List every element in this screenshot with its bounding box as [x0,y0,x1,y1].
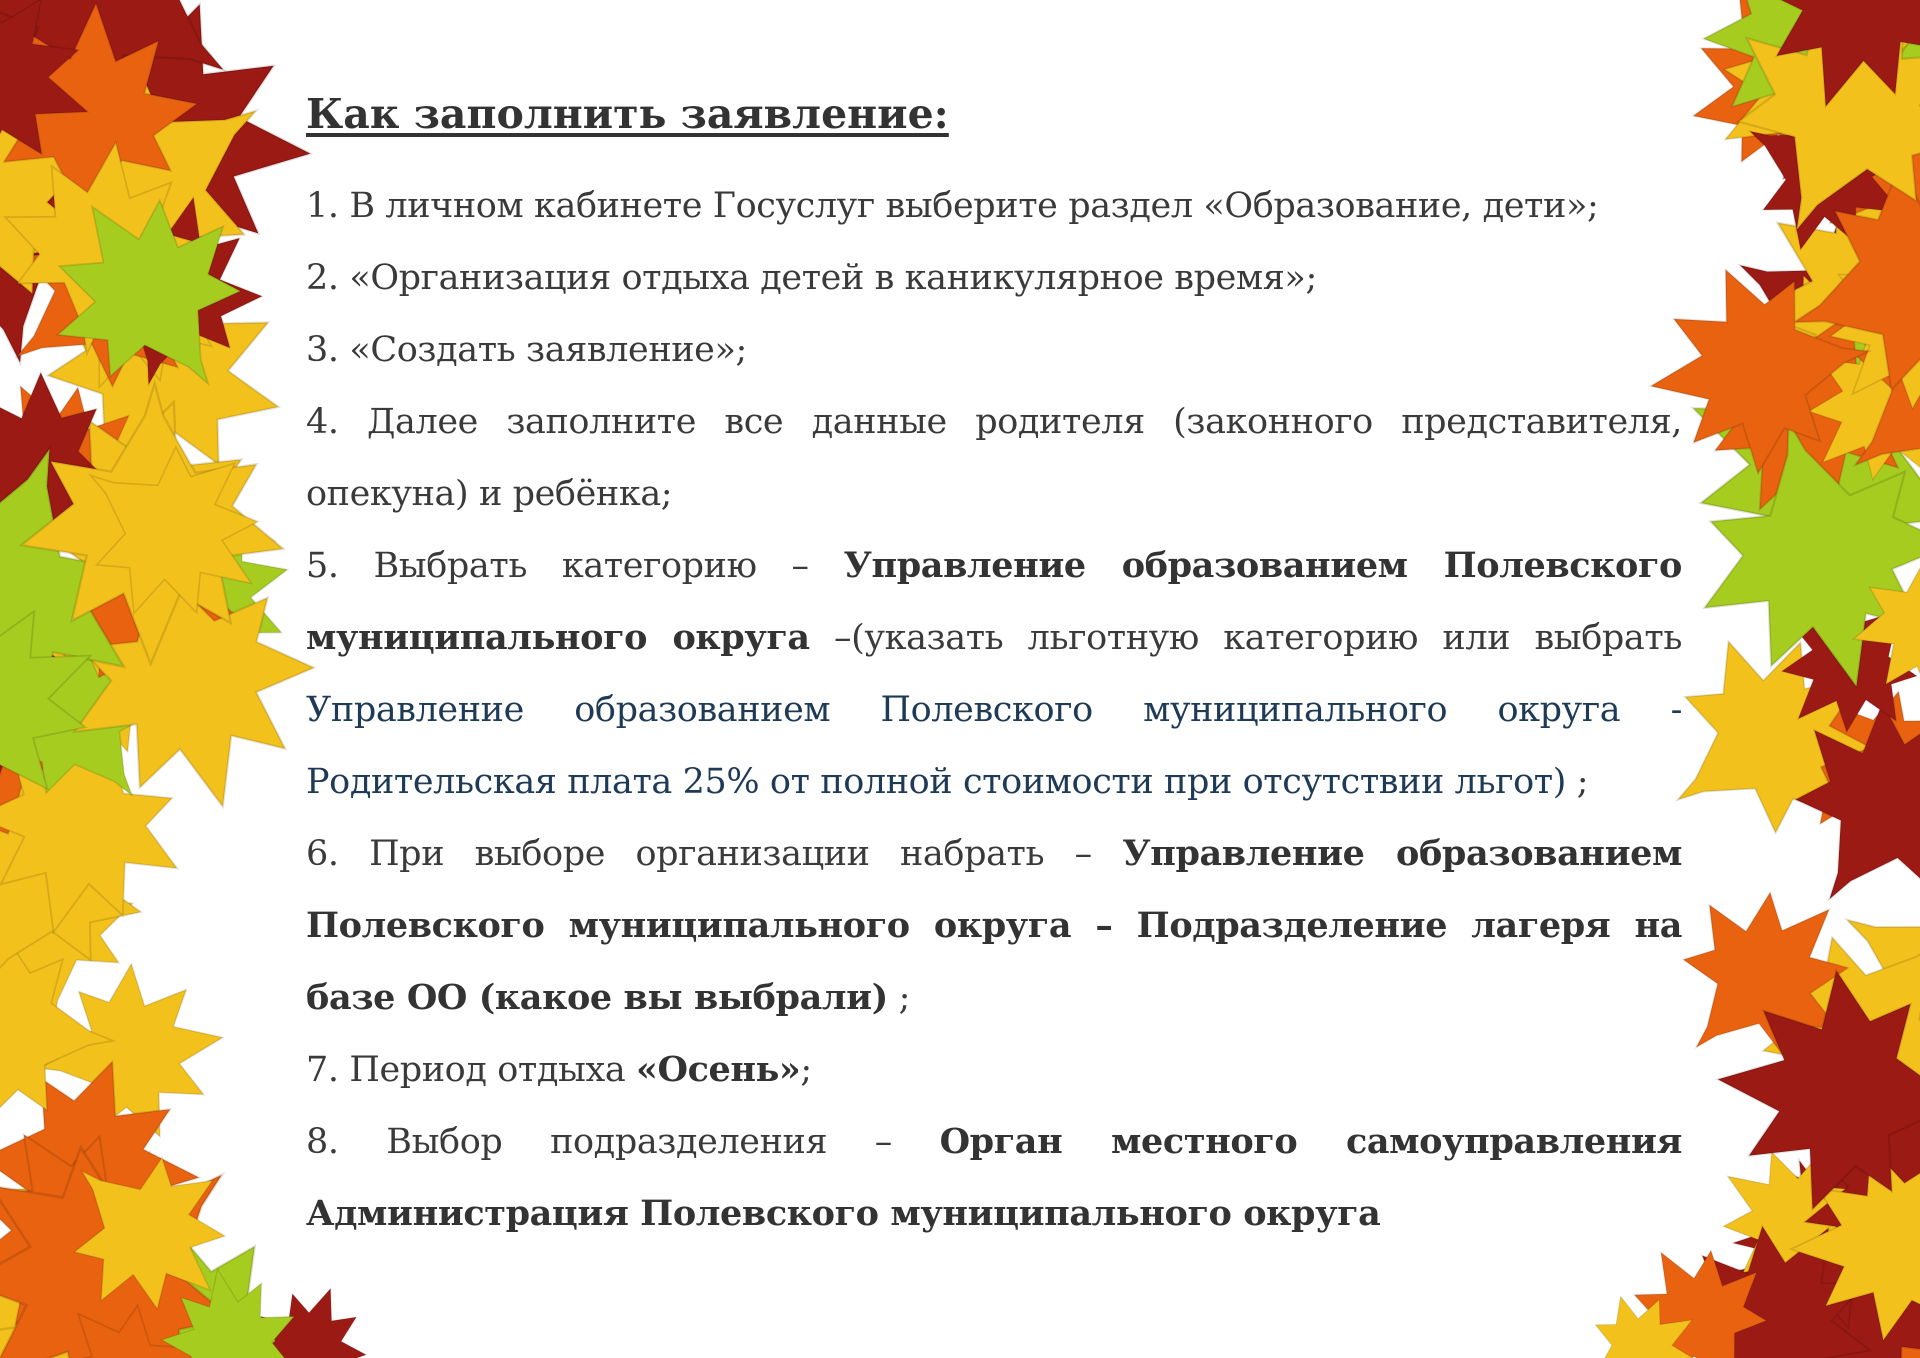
step-5-end: ; [1565,762,1589,802]
step-5-blue: Управление образованием Полевского муниципального округа - Родительская плата 25% от полной стоимости при отсутствии льгот) [306,690,1682,802]
step-7-end: ; [800,1050,812,1090]
step-8-prefix: 8. Выбор подразделения – [306,1122,940,1162]
step-4: 4. Далее заполните все данные родителя (законного представителя, опекуна) и ребёнка; [306,402,1682,514]
step-1: 1. В личном кабинете Госуслуг выберите раздел «Образование, дети»; [306,186,1599,226]
step-6-prefix: 6. При выборе организации набрать – [306,834,1123,874]
step-6-bold: Управление образованием Полевского муниципального округа – Подразделение лагеря на базе ОО (какое вы выбрали) [306,833,1682,1018]
step-7 [306,1034,1682,1106]
step-3: 3. «Создать заявление»; [306,330,747,370]
step-5-bold: Управление образованием Полевского муниципального округа [306,545,1682,658]
step-7-prefix: 7. Период отдыха [306,1050,637,1090]
step-2: 2. «Организация отдыха детей в каникулярное время»; [306,258,1317,298]
step-5-prefix: 5. Выбрать категорию – [306,546,844,586]
step-6-end: ; [887,978,910,1018]
step-8-bold: Орган местного самоуправления Администрация Полевского муниципального округа [306,1121,1683,1234]
step-6 [306,818,1682,1034]
page-title: Как заполнить заявление: [306,90,949,138]
step-8 [306,1106,1682,1250]
step-5-suffix: –(указать льготную категорию или выбрать [809,618,1682,658]
left-leaves-decoration [0,0,343,1358]
step-5 [306,530,1682,818]
step-7-bold: «Осень» [636,1049,801,1090]
instructions-document [306,82,1682,1250]
